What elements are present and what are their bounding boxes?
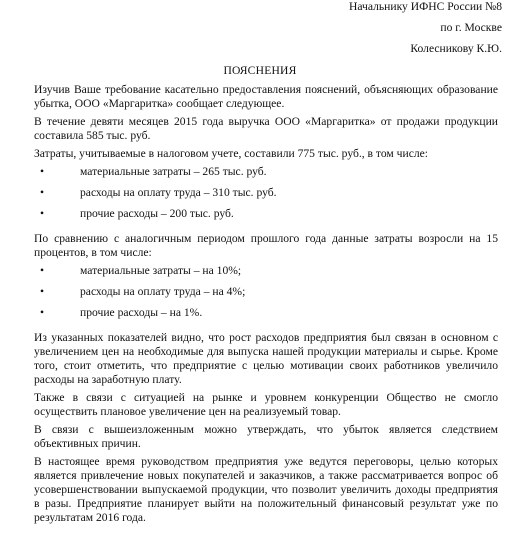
addressee-block <box>349 0 502 63</box>
paragraph-conclusion: В связи с вышеизложенным можно утверждать, что убыток является следствием объективных причин. <box>34 423 498 450</box>
bullet-icon: • <box>40 306 45 319</box>
list-item-text: расходы на оплату труда – 310 тыс. руб. <box>80 186 277 199</box>
addressee-line-3: Колесникову К.Ю. <box>410 42 502 55</box>
paragraph-market: Также в связи с ситуацией на рынке и уровнем конкуренции Общество не смогло осуществить плановое увеличение цен на реализуемый товар. <box>34 391 498 418</box>
document-body <box>34 83 498 529</box>
list-item <box>34 306 498 327</box>
list-item <box>34 186 498 207</box>
list-item-text: прочие расходы – на 1%. <box>80 306 203 319</box>
bullet-icon: • <box>40 207 45 220</box>
addressee-line-2: по г. Москве <box>440 21 502 34</box>
bullet-icon: • <box>40 186 45 199</box>
list-item <box>34 264 498 285</box>
costs-list <box>34 165 498 228</box>
bullet-icon: • <box>40 285 45 298</box>
list-item <box>34 207 498 228</box>
paragraph-plans: В настоящее время руководством предприятия уже ведутся переговоры, целью которых является привлечение новых покупателей и заказчиков, а также рассматривается вопрос об усовершенствовании выпускаемой продукции, что позволит увеличить доходы предприятия в разы. Предприятие планирует выйти на положительный финансовый результат уже по результатам 2016 года. <box>34 455 498 524</box>
bullet-icon: • <box>40 264 45 277</box>
document-title: ПОЯСНЕНИЯ <box>223 64 297 77</box>
paragraph-costs: Затраты, учитываемые в налоговом учете, составили 775 тыс. руб., в том числе: <box>34 147 428 160</box>
paragraph-intro: Изучив Ваше требование касательно предоставления пояснений, объясняющих образование убытка, ООО «Маргаритка» сообщает следующее. <box>34 83 498 110</box>
addressee-line-1: Начальнику ИФНС России №8 <box>348 0 502 13</box>
paragraph-revenue: В течение девяти месяцев 2015 года выручка ООО «Маргаритка» от продажи продукции составила 585 тыс. руб. <box>34 115 498 142</box>
list-item-text: расходы на оплату труда – на 4%; <box>80 285 246 298</box>
growth-list <box>34 264 498 327</box>
bullet-icon: • <box>40 165 45 178</box>
list-item-text: прочие расходы – 200 тыс. руб. <box>80 207 234 220</box>
list-item-text: материальные затраты – 265 тыс. руб. <box>80 165 267 178</box>
list-item-text: материальные затраты – на 10%; <box>80 264 242 277</box>
paragraph-comparison: По сравнению с аналогичным периодом прошлого года данные затраты возросли на 15 процентов, в том числе: <box>34 232 498 259</box>
list-item <box>34 285 498 306</box>
paragraph-analysis: Из указанных показателей видно, что рост расходов предприятия был связан в основном с увеличением цен на необходимые для выпуска нашей продукции материалы и сырье. Кроме того, стоит отметить, что предприятие с целью мотивации своих работников увеличило расходы на заработную плату. <box>34 331 498 386</box>
list-item <box>34 165 498 186</box>
